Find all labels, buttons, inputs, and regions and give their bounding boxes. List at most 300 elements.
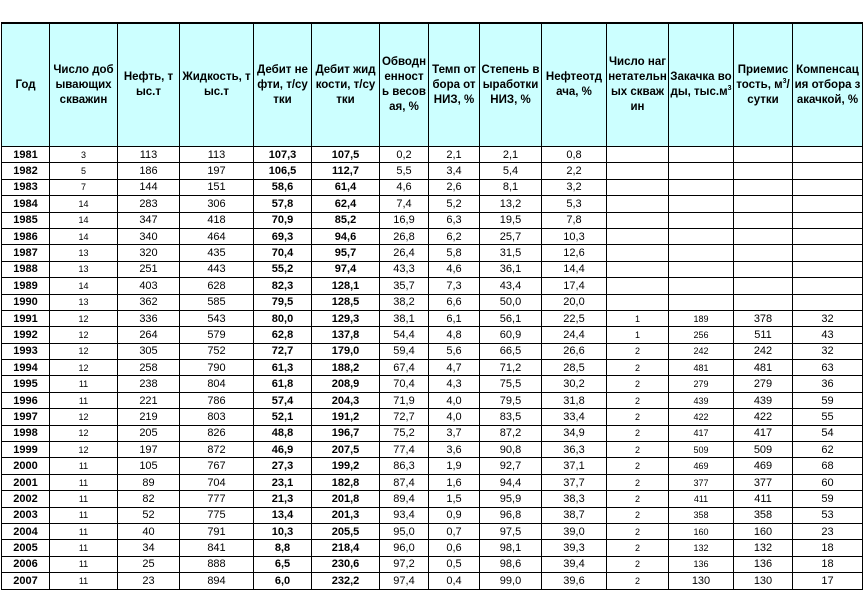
cell-water-injection: 256	[669, 327, 734, 343]
cell-water-cut: 67,4	[380, 360, 429, 376]
cell-water-cut: 5,5	[380, 163, 429, 179]
cell-compensation: 23	[793, 523, 863, 539]
cell-oil-rate: 80,0	[254, 310, 312, 326]
cell-oil: 144	[118, 179, 180, 195]
cell-rate-from-niz: 0,6	[429, 540, 480, 556]
cell-compensation: 53	[793, 507, 863, 523]
cell-liquid-rate: 137,8	[312, 327, 380, 343]
cell-liquid: 306	[180, 196, 254, 212]
cell-injectivity	[734, 179, 793, 195]
cell-liquid: 752	[180, 343, 254, 359]
cell-liquid-rate: 204,3	[312, 392, 380, 408]
cell-liquid-rate: 230,6	[312, 556, 380, 572]
cell-injection-wells: 2	[607, 343, 669, 359]
cell-water-cut: 96,0	[380, 540, 429, 556]
cell-rate-from-niz: 6,1	[429, 310, 480, 326]
cell-water-injection: 358	[669, 507, 734, 523]
cell-recovery: 20,0	[542, 294, 607, 310]
cell-water-cut: 7,4	[380, 196, 429, 212]
cell-oil: 362	[118, 294, 180, 310]
cell-depletion: 2,1	[480, 147, 542, 163]
cell-rate-from-niz: 4,3	[429, 376, 480, 392]
cell-liquid: 872	[180, 442, 254, 458]
cell-liquid-rate: 97,4	[312, 261, 380, 277]
cell-oil-rate: 57,8	[254, 196, 312, 212]
cell-oil: 264	[118, 327, 180, 343]
cell-producing-wells: 12	[50, 310, 118, 326]
table-row	[2, 376, 863, 392]
cell-rate-from-niz: 3,7	[429, 425, 480, 441]
cell-oil: 283	[118, 196, 180, 212]
cell-year: 1985	[2, 212, 50, 228]
table-row	[2, 523, 863, 539]
cell-water-cut: 43,3	[380, 261, 429, 277]
cell-oil: 105	[118, 458, 180, 474]
cell-depletion: 43,4	[480, 278, 542, 294]
table-row	[2, 147, 863, 163]
cell-liquid: 435	[180, 245, 254, 261]
cell-water-cut: 89,4	[380, 491, 429, 507]
cell-water-injection: 417	[669, 425, 734, 441]
cell-oil: 113	[118, 147, 180, 163]
cell-compensation	[793, 261, 863, 277]
cell-water-cut: 4,6	[380, 179, 429, 195]
cell-oil-rate: 6,0	[254, 573, 312, 589]
cell-water-injection	[669, 147, 734, 163]
cell-oil: 34	[118, 540, 180, 556]
cell-oil: 340	[118, 228, 180, 244]
cell-producing-wells: 13	[50, 294, 118, 310]
cell-producing-wells: 11	[50, 540, 118, 556]
cell-rate-from-niz: 5,6	[429, 343, 480, 359]
cell-water-cut: 87,4	[380, 474, 429, 490]
table-row	[2, 343, 863, 359]
table-body	[2, 147, 863, 590]
cell-compensation: 54	[793, 425, 863, 441]
cell-compensation	[793, 245, 863, 261]
cell-oil-rate: 70,4	[254, 245, 312, 261]
cell-liquid-rate: 85,2	[312, 212, 380, 228]
cell-depletion: 71,2	[480, 360, 542, 376]
cell-producing-wells: 14	[50, 212, 118, 228]
cell-liquid-rate: 129,3	[312, 310, 380, 326]
cell-rate-from-niz: 4,0	[429, 392, 480, 408]
cell-liquid-rate: 201,3	[312, 507, 380, 523]
cell-liquid-rate: 218,4	[312, 540, 380, 556]
cell-liquid: 767	[180, 458, 254, 474]
cell-rate-from-niz: 0,9	[429, 507, 480, 523]
cell-oil: 238	[118, 376, 180, 392]
cell-oil: 347	[118, 212, 180, 228]
cell-recovery: 2,2	[542, 163, 607, 179]
cell-injectivity	[734, 228, 793, 244]
cell-compensation	[793, 212, 863, 228]
cell-liquid: 803	[180, 409, 254, 425]
cell-oil: 89	[118, 474, 180, 490]
header-water-injection-text: Закачка воды, тыс.м	[670, 71, 732, 98]
table-row	[2, 392, 863, 408]
cell-water-cut: 38,1	[380, 310, 429, 326]
cell-year: 2005	[2, 540, 50, 556]
cell-oil: 221	[118, 392, 180, 408]
cell-injectivity: 242	[734, 343, 793, 359]
cell-year: 1999	[2, 442, 50, 458]
cell-recovery: 22,5	[542, 310, 607, 326]
cell-water-injection: 136	[669, 556, 734, 572]
cell-injection-wells	[607, 261, 669, 277]
cell-producing-wells: 12	[50, 425, 118, 441]
cell-compensation: 32	[793, 310, 863, 326]
cell-oil-rate: 23,1	[254, 474, 312, 490]
cell-water-cut: 77,4	[380, 442, 429, 458]
cell-year: 1994	[2, 360, 50, 376]
cell-oil-rate: 48,8	[254, 425, 312, 441]
cell-oil-rate: 58,6	[254, 179, 312, 195]
table-row	[2, 507, 863, 523]
table-row	[2, 556, 863, 572]
cell-water-injection	[669, 228, 734, 244]
cell-depletion: 5,4	[480, 163, 542, 179]
cell-water-injection: 377	[669, 474, 734, 490]
cell-recovery: 5,3	[542, 196, 607, 212]
cell-year: 1992	[2, 327, 50, 343]
cell-recovery: 7,8	[542, 212, 607, 228]
table-row	[2, 540, 863, 556]
cell-liquid-rate: 196,7	[312, 425, 380, 441]
cell-water-injection	[669, 294, 734, 310]
cell-liquid: 443	[180, 261, 254, 277]
cell-rate-from-niz: 2,1	[429, 147, 480, 163]
cell-oil-rate: 21,3	[254, 491, 312, 507]
cell-injection-wells	[607, 196, 669, 212]
cell-year: 1996	[2, 392, 50, 408]
header-water-injection-sup: 3	[727, 85, 732, 93]
cell-rate-from-niz: 6,3	[429, 212, 480, 228]
cell-liquid: 585	[180, 294, 254, 310]
cell-injectivity	[734, 245, 793, 261]
cell-liquid-rate: 182,8	[312, 474, 380, 490]
cell-producing-wells: 13	[50, 245, 118, 261]
cell-liquid-rate: 208,9	[312, 376, 380, 392]
cell-producing-wells: 11	[50, 491, 118, 507]
header-injectivity	[734, 23, 793, 147]
cell-recovery: 39,4	[542, 556, 607, 572]
cell-oil-rate: 46,9	[254, 442, 312, 458]
cell-year: 1983	[2, 179, 50, 195]
header-recovery: Нефтеотдача, %	[542, 23, 607, 147]
cell-injectivity: 417	[734, 425, 793, 441]
cell-recovery: 37,1	[542, 458, 607, 474]
cell-compensation	[793, 179, 863, 195]
cell-liquid: 151	[180, 179, 254, 195]
cell-recovery: 0,8	[542, 147, 607, 163]
cell-year: 1982	[2, 163, 50, 179]
cell-compensation: 62	[793, 442, 863, 458]
cell-liquid: 628	[180, 278, 254, 294]
cell-recovery: 10,3	[542, 228, 607, 244]
table-row	[2, 458, 863, 474]
cell-liquid-rate: 205,5	[312, 523, 380, 539]
cell-producing-wells: 14	[50, 278, 118, 294]
table-container	[1, 22, 863, 590]
cell-injectivity	[734, 278, 793, 294]
cell-producing-wells: 11	[50, 573, 118, 589]
cell-water-injection	[669, 278, 734, 294]
cell-depletion: 95,9	[480, 491, 542, 507]
cell-injectivity: 279	[734, 376, 793, 392]
cell-injection-wells	[607, 245, 669, 261]
cell-injection-wells: 2	[607, 523, 669, 539]
cell-compensation: 18	[793, 556, 863, 572]
cell-liquid-rate: 62,4	[312, 196, 380, 212]
header-oil: Нефть, тыс.т	[118, 23, 180, 147]
cell-oil: 40	[118, 523, 180, 539]
cell-oil: 52	[118, 507, 180, 523]
cell-injection-wells	[607, 163, 669, 179]
cell-water-injection: 279	[669, 376, 734, 392]
cell-oil: 251	[118, 261, 180, 277]
table-row	[2, 327, 863, 343]
cell-water-injection	[669, 261, 734, 277]
cell-rate-from-niz: 1,6	[429, 474, 480, 490]
cell-liquid-rate: 107,5	[312, 147, 380, 163]
cell-water-cut: 75,2	[380, 425, 429, 441]
cell-injection-wells	[607, 278, 669, 294]
header-water-injection	[669, 23, 734, 147]
cell-water-cut: 0,2	[380, 147, 429, 163]
cell-injection-wells: 2	[607, 556, 669, 572]
cell-depletion: 94,4	[480, 474, 542, 490]
cell-injection-wells: 2	[607, 409, 669, 425]
cell-year: 1989	[2, 278, 50, 294]
cell-liquid: 775	[180, 507, 254, 523]
cell-liquid: 894	[180, 573, 254, 589]
cell-depletion: 8,1	[480, 179, 542, 195]
cell-depletion: 66,5	[480, 343, 542, 359]
cell-water-cut: 70,4	[380, 376, 429, 392]
cell-oil-rate: 70,9	[254, 212, 312, 228]
cell-depletion: 92,7	[480, 458, 542, 474]
cell-oil: 320	[118, 245, 180, 261]
cell-rate-from-niz: 5,8	[429, 245, 480, 261]
cell-water-injection: 422	[669, 409, 734, 425]
cell-year: 2001	[2, 474, 50, 490]
cell-injectivity: 136	[734, 556, 793, 572]
cell-producing-wells: 12	[50, 442, 118, 458]
cell-year: 2006	[2, 556, 50, 572]
cell-rate-from-niz: 6,6	[429, 294, 480, 310]
cell-producing-wells: 11	[50, 376, 118, 392]
cell-recovery: 39,0	[542, 523, 607, 539]
cell-compensation	[793, 294, 863, 310]
cell-oil-rate: 107,3	[254, 147, 312, 163]
cell-recovery: 30,2	[542, 376, 607, 392]
cell-injectivity: 411	[734, 491, 793, 507]
cell-liquid-rate: 179,0	[312, 343, 380, 359]
cell-compensation: 63	[793, 360, 863, 376]
cell-depletion: 60,9	[480, 327, 542, 343]
cell-compensation: 55	[793, 409, 863, 425]
cell-oil: 82	[118, 491, 180, 507]
cell-year: 2000	[2, 458, 50, 474]
cell-liquid: 464	[180, 228, 254, 244]
cell-water-cut: 72,7	[380, 409, 429, 425]
cell-producing-wells: 12	[50, 360, 118, 376]
cell-liquid: 579	[180, 327, 254, 343]
cell-injectivity	[734, 261, 793, 277]
cell-water-cut: 35,7	[380, 278, 429, 294]
cell-recovery: 37,7	[542, 474, 607, 490]
cell-injectivity: 511	[734, 327, 793, 343]
cell-liquid-rate: 128,1	[312, 278, 380, 294]
cell-rate-from-niz: 3,4	[429, 163, 480, 179]
cell-liquid-rate: 128,5	[312, 294, 380, 310]
cell-recovery: 24,4	[542, 327, 607, 343]
cell-recovery: 17,4	[542, 278, 607, 294]
cell-recovery: 14,4	[542, 261, 607, 277]
cell-rate-from-niz: 0,5	[429, 556, 480, 572]
cell-oil: 305	[118, 343, 180, 359]
table-row	[2, 212, 863, 228]
cell-year: 1981	[2, 147, 50, 163]
cell-compensation	[793, 278, 863, 294]
cell-liquid: 197	[180, 163, 254, 179]
header-producing-wells: Число добывающих скважин	[50, 23, 118, 147]
cell-producing-wells: 12	[50, 343, 118, 359]
cell-oil: 205	[118, 425, 180, 441]
cell-water-injection: 469	[669, 458, 734, 474]
cell-rate-from-niz: 6,2	[429, 228, 480, 244]
cell-rate-from-niz: 7,3	[429, 278, 480, 294]
cell-oil-rate: 13,4	[254, 507, 312, 523]
cell-year: 1993	[2, 343, 50, 359]
cell-recovery: 38,7	[542, 507, 607, 523]
cell-injection-wells: 2	[607, 376, 669, 392]
cell-water-cut: 71,9	[380, 392, 429, 408]
cell-injectivity	[734, 163, 793, 179]
cell-liquid-rate: 232,2	[312, 573, 380, 589]
table-row	[2, 573, 863, 589]
cell-rate-from-niz: 4,6	[429, 261, 480, 277]
cell-compensation: 68	[793, 458, 863, 474]
oil-production-table	[1, 22, 863, 590]
cell-recovery: 33,4	[542, 409, 607, 425]
cell-producing-wells: 11	[50, 458, 118, 474]
cell-injection-wells	[607, 147, 669, 163]
cell-compensation	[793, 163, 863, 179]
cell-liquid: 804	[180, 376, 254, 392]
cell-water-cut: 26,8	[380, 228, 429, 244]
cell-oil: 219	[118, 409, 180, 425]
cell-year: 1995	[2, 376, 50, 392]
cell-year: 1987	[2, 245, 50, 261]
table-row	[2, 228, 863, 244]
cell-liquid: 704	[180, 474, 254, 490]
cell-depletion: 31,5	[480, 245, 542, 261]
cell-water-cut: 95,0	[380, 523, 429, 539]
cell-injectivity: 132	[734, 540, 793, 556]
cell-year: 1986	[2, 228, 50, 244]
cell-recovery: 26,6	[542, 343, 607, 359]
header-oil-rate: Дебит нефти, т/сутки	[254, 23, 312, 147]
cell-compensation: 43	[793, 327, 863, 343]
table-row	[2, 163, 863, 179]
header-year: Год	[2, 23, 50, 147]
cell-injectivity: 130	[734, 573, 793, 589]
cell-producing-wells: 12	[50, 409, 118, 425]
cell-injection-wells: 2	[607, 540, 669, 556]
cell-liquid-rate: 201,8	[312, 491, 380, 507]
cell-injection-wells: 2	[607, 573, 669, 589]
cell-producing-wells: 11	[50, 556, 118, 572]
table-row	[2, 409, 863, 425]
table-row	[2, 196, 863, 212]
cell-oil-rate: 10,3	[254, 523, 312, 539]
table-row	[2, 491, 863, 507]
cell-water-cut: 86,3	[380, 458, 429, 474]
cell-injectivity: 160	[734, 523, 793, 539]
cell-rate-from-niz: 4,8	[429, 327, 480, 343]
cell-oil-rate: 55,2	[254, 261, 312, 277]
header-liquid-rate: Дебит жидкости, т/сутки	[312, 23, 380, 147]
cell-water-injection: 509	[669, 442, 734, 458]
table-row	[2, 261, 863, 277]
cell-liquid: 888	[180, 556, 254, 572]
table-row	[2, 179, 863, 195]
cell-injection-wells: 2	[607, 474, 669, 490]
cell-compensation: 60	[793, 474, 863, 490]
cell-oil: 23	[118, 573, 180, 589]
cell-liquid: 826	[180, 425, 254, 441]
cell-injection-wells	[607, 212, 669, 228]
cell-oil: 403	[118, 278, 180, 294]
cell-compensation: 36	[793, 376, 863, 392]
cell-injection-wells: 2	[607, 392, 669, 408]
table-row	[2, 425, 863, 441]
cell-rate-from-niz: 5,2	[429, 196, 480, 212]
cell-water-cut: 97,2	[380, 556, 429, 572]
cell-water-cut: 38,2	[380, 294, 429, 310]
cell-compensation: 32	[793, 343, 863, 359]
cell-producing-wells: 12	[50, 327, 118, 343]
cell-recovery: 28,5	[542, 360, 607, 376]
cell-water-cut: 97,4	[380, 573, 429, 589]
cell-rate-from-niz: 0,4	[429, 573, 480, 589]
cell-water-injection: 411	[669, 491, 734, 507]
cell-producing-wells: 11	[50, 392, 118, 408]
cell-water-injection: 189	[669, 310, 734, 326]
cell-depletion: 83,5	[480, 409, 542, 425]
cell-oil: 25	[118, 556, 180, 572]
cell-producing-wells: 14	[50, 228, 118, 244]
cell-injectivity	[734, 147, 793, 163]
cell-year: 2004	[2, 523, 50, 539]
cell-depletion: 98,6	[480, 556, 542, 572]
cell-rate-from-niz: 1,9	[429, 458, 480, 474]
cell-depletion: 36,1	[480, 261, 542, 277]
cell-year: 1998	[2, 425, 50, 441]
cell-oil: 186	[118, 163, 180, 179]
cell-water-cut: 59,4	[380, 343, 429, 359]
cell-oil-rate: 62,8	[254, 327, 312, 343]
cell-oil-rate: 106,5	[254, 163, 312, 179]
cell-rate-from-niz: 1,5	[429, 491, 480, 507]
cell-compensation	[793, 196, 863, 212]
header-water-cut: Обводненность весовая, %	[380, 23, 429, 147]
header-rate-from-niz: Темп отбора от НИЗ, %	[429, 23, 480, 147]
cell-recovery: 36,3	[542, 442, 607, 458]
cell-liquid-rate: 199,2	[312, 458, 380, 474]
